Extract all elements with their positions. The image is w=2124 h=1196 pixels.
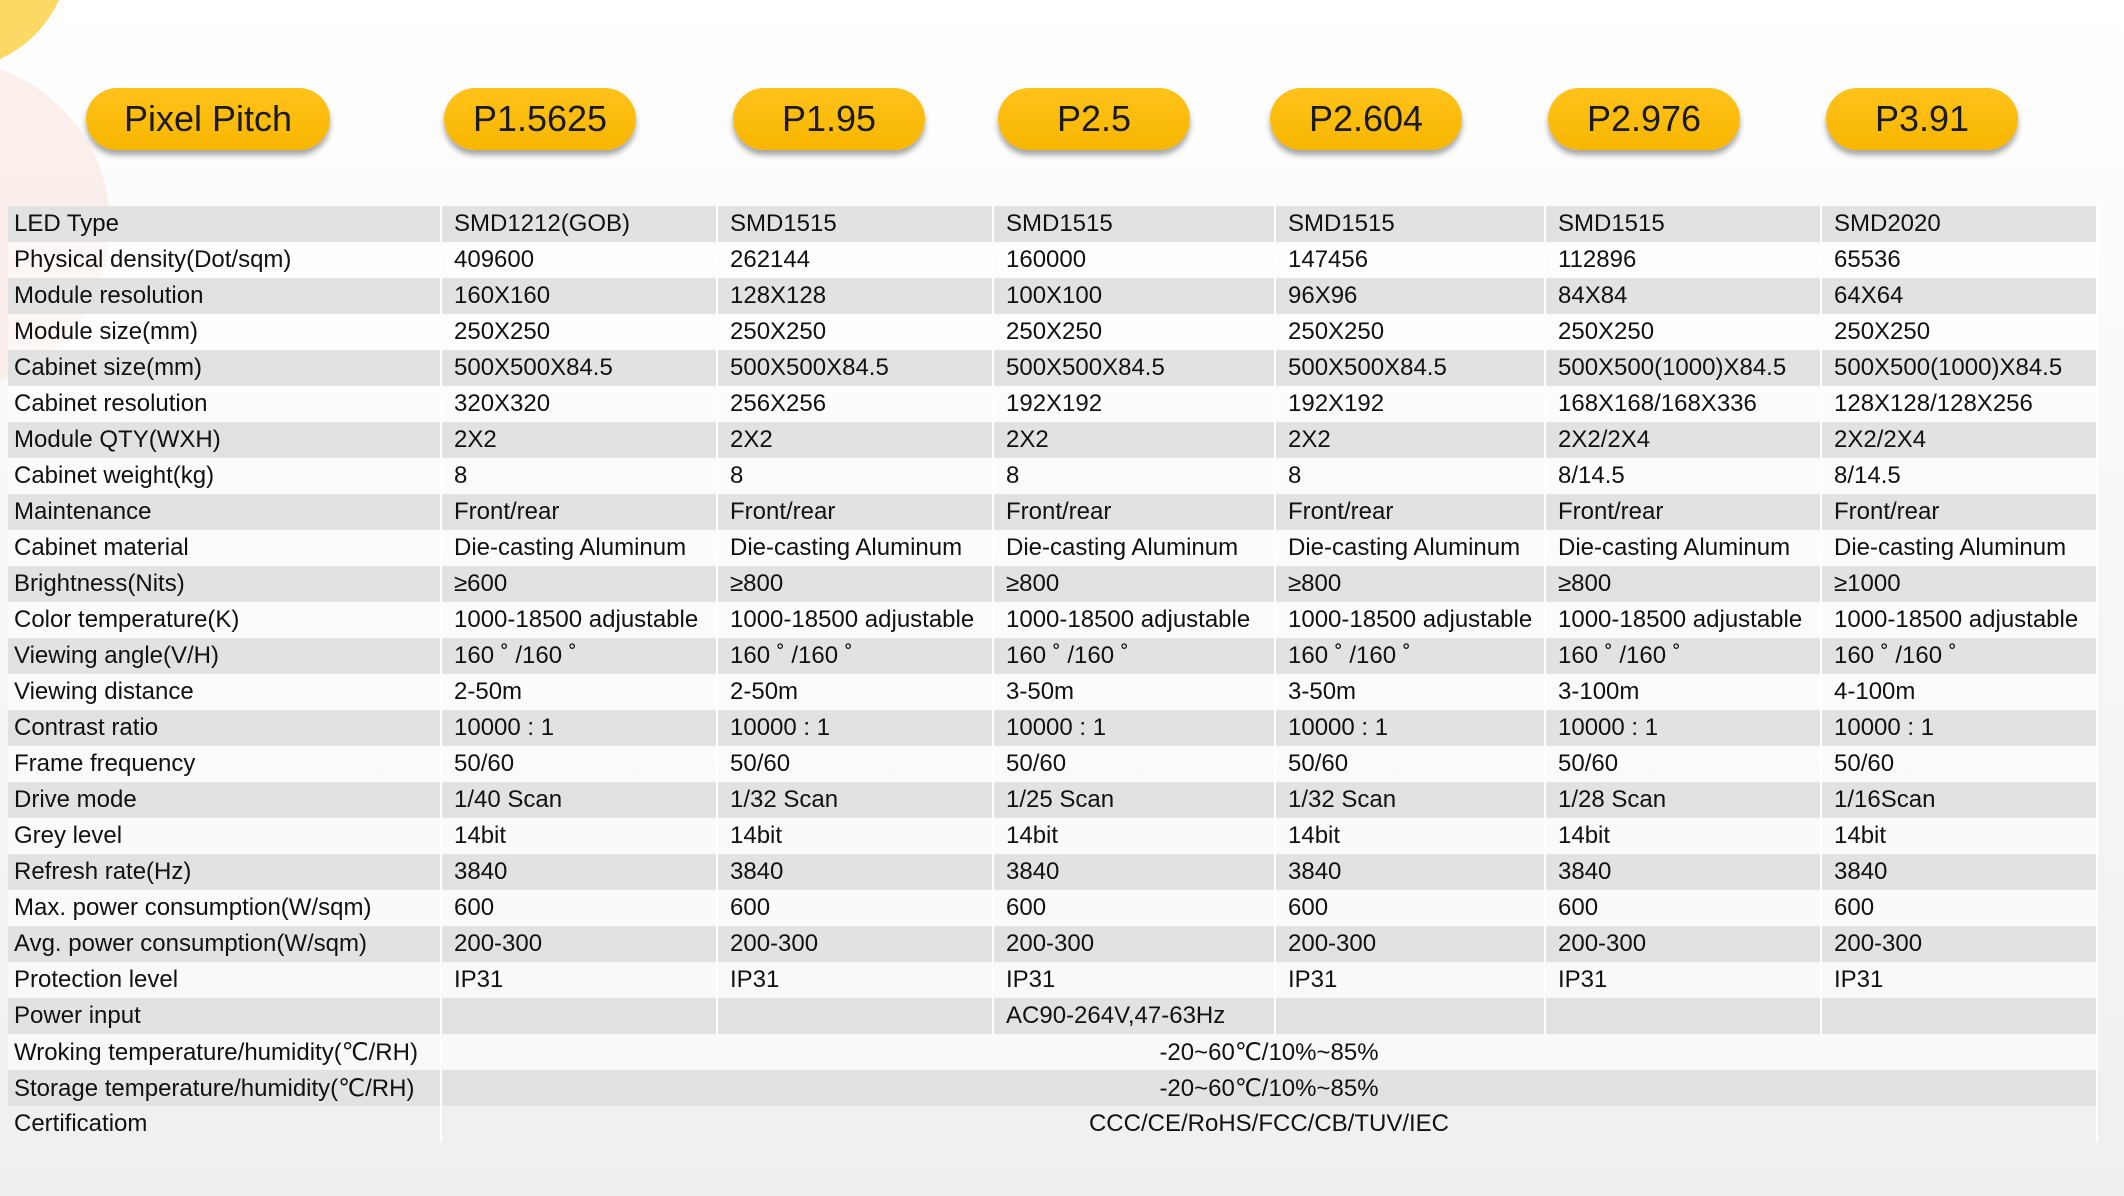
spec-cell: IP31 — [718, 962, 994, 998]
spec-cell: 1/28 Scan — [1546, 782, 1822, 818]
table-row — [8, 350, 2098, 386]
table-row — [8, 566, 2098, 602]
spec-cell: ≥800 — [1276, 566, 1546, 602]
spec-cell: 3840 — [1276, 854, 1546, 890]
row-label: Grey level — [8, 818, 442, 854]
spec-cell: 262144 — [718, 242, 994, 278]
spec-cell: 409600 — [442, 242, 718, 278]
spec-cell-merged: -20~60℃/10%~85% — [442, 1034, 2098, 1070]
spec-cell: IP31 — [994, 962, 1276, 998]
spec-cell — [1276, 998, 1546, 1034]
spec-cell: 14bit — [442, 818, 718, 854]
spec-cell: 64X64 — [1822, 278, 2098, 314]
spec-cell: 3840 — [994, 854, 1276, 890]
spec-cell: 250X250 — [994, 314, 1276, 350]
spec-cell: SMD1515 — [994, 206, 1276, 242]
spec-cell: 160 ˚ /160 ˚ — [1546, 638, 1822, 674]
spec-cell — [442, 998, 718, 1034]
table-row — [8, 206, 2098, 242]
spec-cell: 14bit — [1276, 818, 1546, 854]
spec-cell: 128X128/128X256 — [1822, 386, 2098, 422]
table-row-certification — [8, 1106, 2098, 1142]
model-pill: P2.976 — [1548, 88, 1740, 150]
spec-cell — [1822, 998, 2098, 1034]
spec-cell: 160X160 — [442, 278, 718, 314]
spec-cell: 10000 : 1 — [718, 710, 994, 746]
row-label: Module resolution — [8, 278, 442, 314]
spec-cell: 1/32 Scan — [1276, 782, 1546, 818]
spec-cell: 600 — [718, 890, 994, 926]
spec-cell: 3840 — [1822, 854, 2098, 890]
spec-cell: 1000-18500 adjustable — [994, 602, 1276, 638]
row-label: Max. power consumption(W/sqm) — [8, 890, 442, 926]
spec-cell: Front/rear — [1822, 494, 2098, 530]
spec-cell: 1/25 Scan — [994, 782, 1276, 818]
table-row — [8, 746, 2098, 782]
table-row — [8, 422, 2098, 458]
model-pill: P2.5 — [998, 88, 1190, 150]
spec-cell: 1000-18500 adjustable — [1822, 602, 2098, 638]
table-row — [8, 854, 2098, 890]
row-label: Cabinet material — [8, 530, 442, 566]
spec-cell: ≥1000 — [1822, 566, 2098, 602]
spec-cell: 3-100m — [1546, 674, 1822, 710]
spec-cell: Die-casting Aluminum — [442, 530, 718, 566]
spec-cell: 1000-18500 adjustable — [718, 602, 994, 638]
spec-cell: 250X250 — [1276, 314, 1546, 350]
spec-cell: 1/40 Scan — [442, 782, 718, 818]
spec-cell: 65536 — [1822, 242, 2098, 278]
spec-cell: 4-100m — [1822, 674, 2098, 710]
spec-cell: 2X2 — [1276, 422, 1546, 458]
spec-cell: 8 — [1276, 458, 1546, 494]
spec-cell: Die-casting Aluminum — [994, 530, 1276, 566]
row-label: Certificatiom — [8, 1106, 442, 1142]
spec-cell: 8 — [718, 458, 994, 494]
spec-cell: 600 — [1276, 890, 1546, 926]
model-pill: P3.91 — [1826, 88, 2018, 150]
spec-cell: 10000 : 1 — [1546, 710, 1822, 746]
spec-cell: 8/14.5 — [1822, 458, 2098, 494]
spec-cell: 96X96 — [1276, 278, 1546, 314]
table-row — [8, 674, 2098, 710]
spec-cell: AC90-264V,47-63Hz — [994, 998, 1276, 1034]
spec-cell: IP31 — [1822, 962, 2098, 998]
spec-cell — [1546, 998, 1822, 1034]
spec-cell: SMD1515 — [1276, 206, 1546, 242]
spec-cell: SMD1212(GOB) — [442, 206, 718, 242]
table-row — [8, 278, 2098, 314]
spec-cell: 500X500X84.5 — [1276, 350, 1546, 386]
spec-cell: 1/32 Scan — [718, 782, 994, 818]
pixel-pitch-header — [0, 0, 2124, 170]
spec-cell: 2X2 — [442, 422, 718, 458]
spec-cell: 160 ˚ /160 ˚ — [1822, 638, 2098, 674]
row-label: Color temperature(K) — [8, 602, 442, 638]
spec-cell: 1000-18500 adjustable — [1546, 602, 1822, 638]
spec-cell: 8/14.5 — [1546, 458, 1822, 494]
spec-cell: Die-casting Aluminum — [1546, 530, 1822, 566]
spec-cell: 600 — [1546, 890, 1822, 926]
spec-cell: 50/60 — [1276, 746, 1546, 782]
spec-cell: 8 — [994, 458, 1276, 494]
spec-cell: Front/rear — [994, 494, 1276, 530]
table-row-storage-temperature — [8, 1070, 2098, 1106]
row-label: Avg. power consumption(W/sqm) — [8, 926, 442, 962]
table-row — [8, 962, 2098, 998]
spec-cell: 256X256 — [718, 386, 994, 422]
spec-cell: 3840 — [1546, 854, 1822, 890]
row-label: Cabinet size(mm) — [8, 350, 442, 386]
spec-cell: 84X84 — [1546, 278, 1822, 314]
row-label: LED Type — [8, 206, 442, 242]
spec-cell: 14bit — [718, 818, 994, 854]
spec-cell: ≥800 — [994, 566, 1276, 602]
spec-cell: 600 — [442, 890, 718, 926]
spec-cell-merged: -20~60℃/10%~85% — [442, 1070, 2098, 1106]
spec-cell: 200-300 — [1546, 926, 1822, 962]
spec-cell: IP31 — [1276, 962, 1546, 998]
row-label: Maintenance — [8, 494, 442, 530]
spec-cell: SMD1515 — [718, 206, 994, 242]
spec-cell: 250X250 — [1822, 314, 2098, 350]
spec-cell: 2X2/2X4 — [1822, 422, 2098, 458]
spec-cell: 50/60 — [442, 746, 718, 782]
row-label: Viewing distance — [8, 674, 442, 710]
spec-cell: 500X500X84.5 — [442, 350, 718, 386]
spec-cell: 2X2 — [718, 422, 994, 458]
table-row — [8, 926, 2098, 962]
row-label: Wroking temperature/humidity(℃/RH) — [8, 1034, 442, 1070]
spec-cell: 50/60 — [1822, 746, 2098, 782]
spec-cell: Front/rear — [718, 494, 994, 530]
spec-cell: Die-casting Aluminum — [1276, 530, 1546, 566]
spec-cell: 14bit — [1822, 818, 2098, 854]
spec-cell: 10000 : 1 — [1822, 710, 2098, 746]
spec-cell: 192X192 — [994, 386, 1276, 422]
table-row — [8, 242, 2098, 278]
table-row — [8, 314, 2098, 350]
specification-table — [8, 206, 2098, 1142]
spec-cell: 500X500X84.5 — [718, 350, 994, 386]
spec-cell: 160 ˚ /160 ˚ — [718, 638, 994, 674]
table-row — [8, 890, 2098, 926]
row-label: Storage temperature/humidity(℃/RH) — [8, 1070, 442, 1106]
row-label: Brightness(Nits) — [8, 566, 442, 602]
spec-cell: 160 ˚ /160 ˚ — [994, 638, 1276, 674]
spec-cell: ≥800 — [1546, 566, 1822, 602]
spec-cell-merged: CCC/CE/RoHS/FCC/CB/TUV/IEC — [442, 1106, 2098, 1142]
spec-cell: 160 ˚ /160 ˚ — [442, 638, 718, 674]
spec-cell: 250X250 — [718, 314, 994, 350]
spec-cell: 3840 — [442, 854, 718, 890]
spec-cell: 2X2/2X4 — [1546, 422, 1822, 458]
spec-cell: Front/rear — [1546, 494, 1822, 530]
spec-cell: IP31 — [1546, 962, 1822, 998]
spec-cell — [718, 998, 994, 1034]
row-label: Cabinet resolution — [8, 386, 442, 422]
model-pill: P2.604 — [1270, 88, 1462, 150]
table-row-power-input — [8, 998, 2098, 1034]
table-row — [8, 818, 2098, 854]
table-row — [8, 782, 2098, 818]
spec-cell: 250X250 — [442, 314, 718, 350]
table-row — [8, 530, 2098, 566]
spec-cell: SMD1515 — [1546, 206, 1822, 242]
spec-cell: 14bit — [994, 818, 1276, 854]
table-row — [8, 386, 2098, 422]
spec-cell: 3-50m — [994, 674, 1276, 710]
spec-cell: SMD2020 — [1822, 206, 2098, 242]
spec-cell: 200-300 — [1822, 926, 2098, 962]
spec-cell: 10000 : 1 — [442, 710, 718, 746]
row-label: Frame frequency — [8, 746, 442, 782]
spec-cell: 500X500(1000)X84.5 — [1822, 350, 2098, 386]
table-row — [8, 710, 2098, 746]
row-label: Power input — [8, 998, 442, 1034]
spec-cell: 2-50m — [442, 674, 718, 710]
spec-cell: 168X168/168X336 — [1546, 386, 1822, 422]
spec-cell: 192X192 — [1276, 386, 1546, 422]
table-row — [8, 638, 2098, 674]
pixel-pitch-label-pill: Pixel Pitch — [86, 88, 330, 150]
spec-cell: 200-300 — [442, 926, 718, 962]
spec-cell: 200-300 — [1276, 926, 1546, 962]
spec-cell: 50/60 — [1546, 746, 1822, 782]
row-label: Physical density(Dot/sqm) — [8, 242, 442, 278]
spec-cell: 250X250 — [1546, 314, 1822, 350]
model-pill: P1.95 — [733, 88, 925, 150]
spec-cell: 500X500(1000)X84.5 — [1546, 350, 1822, 386]
row-label: Viewing angle(V/H) — [8, 638, 442, 674]
row-label: Refresh rate(Hz) — [8, 854, 442, 890]
spec-cell: 14bit — [1546, 818, 1822, 854]
row-label: Cabinet weight(kg) — [8, 458, 442, 494]
spec-cell: 100X100 — [994, 278, 1276, 314]
spec-cell: 128X128 — [718, 278, 994, 314]
spec-cell: Die-casting Aluminum — [1822, 530, 2098, 566]
spec-cell: 50/60 — [718, 746, 994, 782]
spec-cell: Die-casting Aluminum — [718, 530, 994, 566]
row-label: Protection level — [8, 962, 442, 998]
spec-cell: 3840 — [718, 854, 994, 890]
row-label: Drive mode — [8, 782, 442, 818]
spec-cell: 8 — [442, 458, 718, 494]
spec-cell: Front/rear — [442, 494, 718, 530]
spec-cell: ≥800 — [718, 566, 994, 602]
table-row-working-temperature — [8, 1034, 2098, 1070]
spec-cell: 50/60 — [994, 746, 1276, 782]
table-row — [8, 494, 2098, 530]
spec-cell: 200-300 — [994, 926, 1276, 962]
spec-cell: 500X500X84.5 — [994, 350, 1276, 386]
spec-cell: 1000-18500 adjustable — [1276, 602, 1546, 638]
spec-cell: 3-50m — [1276, 674, 1546, 710]
spec-cell: 1/16Scan — [1822, 782, 2098, 818]
spec-cell: 160000 — [994, 242, 1276, 278]
spec-cell: 2X2 — [994, 422, 1276, 458]
spec-cell: Front/rear — [1276, 494, 1546, 530]
spec-cell: ≥600 — [442, 566, 718, 602]
table-row — [8, 602, 2098, 638]
spec-cell: 600 — [994, 890, 1276, 926]
spec-cell: 10000 : 1 — [994, 710, 1276, 746]
spec-cell: 160 ˚ /160 ˚ — [1276, 638, 1546, 674]
row-label: Module QTY(WXH) — [8, 422, 442, 458]
spec-cell: 2-50m — [718, 674, 994, 710]
spec-cell: 147456 — [1276, 242, 1546, 278]
spec-cell: 10000 : 1 — [1276, 710, 1546, 746]
spec-cell: 200-300 — [718, 926, 994, 962]
spec-cell: 320X320 — [442, 386, 718, 422]
spec-cell: IP31 — [442, 962, 718, 998]
spec-cell: 112896 — [1546, 242, 1822, 278]
spec-cell: 1000-18500 adjustable — [442, 602, 718, 638]
row-label: Contrast ratio — [8, 710, 442, 746]
spec-cell: 600 — [1822, 890, 2098, 926]
row-label: Module size(mm) — [8, 314, 442, 350]
table-row — [8, 458, 2098, 494]
model-pill: P1.5625 — [444, 88, 636, 150]
